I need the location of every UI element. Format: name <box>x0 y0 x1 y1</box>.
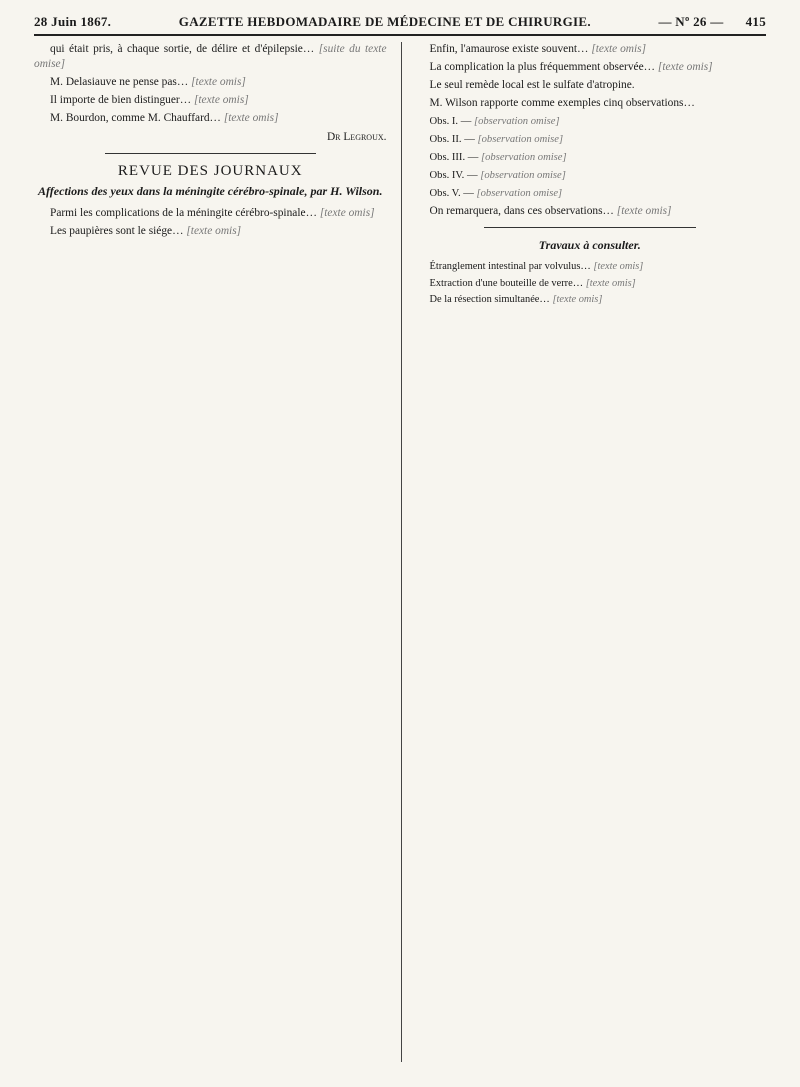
paragraph-lead: Le seul remède local est le sulfate d'atropine. <box>429 79 635 92</box>
reference-entry <box>414 260 767 274</box>
observation <box>414 133 767 147</box>
paragraph-lead: Parmi les complications de la méningite cérébro-spinale… <box>50 206 317 219</box>
paragraph <box>414 60 767 75</box>
paragraph-placeholder: [suite du texte omise] <box>34 43 387 71</box>
paragraph-lead: M. Delasiauve ne pense pas… <box>50 76 189 89</box>
section-divider <box>105 153 317 154</box>
observation-placeholder: [observation omise] <box>476 188 563 200</box>
journal-title: GAZETTE HEBDOMADAIRE DE MÉDECINE ET DE CHIRURGIE. <box>178 14 591 29</box>
paragraph <box>34 206 387 221</box>
reference-lead: Extraction d'une bouteille de verre… <box>429 277 584 289</box>
left-column <box>34 42 387 1062</box>
section-title: REVUE DES JOURNAUX <box>117 163 303 180</box>
paragraph-placeholder: [texte omis] <box>319 206 375 219</box>
paragraph-lead: Enfin, l'amaurose existe souvent… <box>429 43 589 55</box>
author-signature: Dr Legroux. <box>326 131 387 144</box>
paragraph-placeholder: [texte omis] <box>223 112 279 125</box>
subsection-title: Travaux à consulter. <box>538 238 641 253</box>
right-column <box>401 42 767 1062</box>
observation <box>414 187 767 201</box>
observation-label: Obs. IV. — <box>429 170 478 182</box>
paragraph-placeholder: [texte omis] <box>616 205 672 218</box>
issue-number: — Nº 26 — <box>658 14 724 29</box>
paragraph-placeholder: [texte omis] <box>193 94 249 107</box>
reference-placeholder: [texte omis] <box>552 294 603 306</box>
paragraph-placeholder: [texte omis] <box>191 76 246 89</box>
observation <box>414 169 767 183</box>
observation-placeholder: [observation omise] <box>481 152 567 164</box>
observation-label: Obs. III. — <box>429 152 479 164</box>
page-number: 415 <box>745 14 766 29</box>
paragraph-placeholder: [texte omis] <box>591 43 647 55</box>
reference-placeholder: [texte omis] <box>593 260 644 272</box>
paragraph <box>414 42 767 57</box>
paragraph <box>414 204 767 219</box>
paragraph <box>414 96 767 111</box>
paragraph-placeholder: [texte omis] <box>186 224 242 237</box>
text-columns <box>34 42 766 1062</box>
paragraph-lead: M. Wilson rapporte comme exemples cinq observations… <box>429 97 695 110</box>
paragraph-lead: Les paupières sont le siége… <box>50 224 184 237</box>
paragraph-lead: On remarquera, dans ces observations… <box>429 205 614 218</box>
paragraph <box>414 78 767 93</box>
observation-label: Obs. I. — <box>429 116 472 128</box>
paragraph <box>34 111 387 126</box>
paragraph <box>34 224 387 239</box>
paragraph-lead: M. Bourdon, comme M. Chauffard… <box>50 112 221 125</box>
section-divider <box>484 227 696 228</box>
issue-date: 28 Juin 1867. <box>34 14 112 29</box>
running-head <box>34 14 766 36</box>
observation-label: Obs. II. — <box>429 134 475 146</box>
observation-label: Obs. V. — <box>429 188 474 200</box>
reference-entry <box>414 293 767 307</box>
observation-placeholder: [observation omise] <box>473 116 560 128</box>
paragraph-lead: La complication la plus fréquemment observée… <box>429 61 656 74</box>
paragraph-lead: qui était pris, à chaque sortie, de délire et d'épilepsie… <box>50 43 315 55</box>
reference-placeholder: [texte omis] <box>585 277 636 289</box>
observation-placeholder: [observation omise] <box>480 170 566 182</box>
paragraph <box>34 42 387 72</box>
paragraph <box>34 93 387 108</box>
paragraph <box>34 75 387 90</box>
paragraph-placeholder: [texte omis] <box>657 61 713 74</box>
article-title: Affections des yeux dans la méningite cérébro-spinale, par H. Wilson. <box>38 184 383 199</box>
paragraph-lead: Il importe de bien distinguer… <box>50 94 192 107</box>
observation <box>414 151 767 165</box>
observation <box>414 115 767 129</box>
reference-lead: De la résection simultanée… <box>429 294 550 306</box>
reference-lead: Étranglement intestinal par volvulus… <box>429 260 591 272</box>
reference-entry <box>414 277 767 291</box>
observation-placeholder: [observation omise] <box>477 134 564 146</box>
